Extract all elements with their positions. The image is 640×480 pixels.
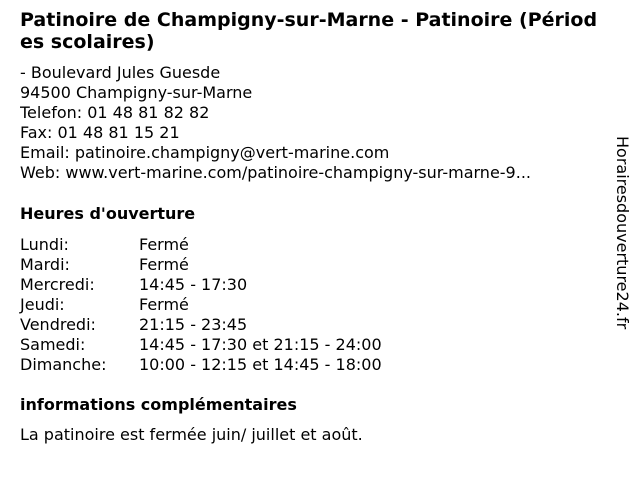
- hours-row-sunday: [20, 355, 600, 375]
- email-line: Email: patinoire.champigny@vert-marine.com: [20, 143, 390, 162]
- hours-row-friday: [20, 315, 600, 335]
- hours-row-thursday: [20, 295, 600, 315]
- hours-row-monday: [20, 235, 600, 255]
- hours-day: Vendredi:: [20, 315, 96, 334]
- hours-day: Samedi:: [20, 335, 86, 354]
- hours-row-saturday: [20, 335, 600, 355]
- phone-line: Telefon: 01 48 81 82 82: [20, 103, 210, 122]
- hours-time: Fermé: [139, 235, 189, 254]
- hours-time: Fermé: [139, 295, 189, 314]
- page-title: Patinoire de Champigny-sur-Marne - Patinoire (Périodes scolaires): [20, 9, 598, 53]
- hours-row-wednesday: [20, 275, 600, 295]
- address-block: [20, 63, 600, 183]
- hours-time: 14:45 - 17:30 et 21:15 - 24:00: [139, 335, 382, 354]
- hours-time: 14:45 - 17:30: [139, 275, 248, 294]
- hours-time: 10:00 - 12:15 et 14:45 - 18:00: [139, 355, 382, 374]
- address-city: 94500 Champigny-sur-Marne: [20, 83, 253, 102]
- hours-day: Mardi:: [20, 255, 70, 274]
- hours-day: Mercredi:: [20, 275, 95, 294]
- hours-time: 21:15 - 23:45: [139, 315, 248, 334]
- info-text: La patinoire est fermée juin/ juillet et août.: [20, 425, 363, 444]
- hours-row-tuesday: [20, 255, 600, 275]
- main-content: [20, 9, 600, 445]
- site-watermark: Horairesdouverture24.fr: [613, 136, 632, 330]
- web-line: Web: www.vert-marine.com/patinoire-champigny-sur-marne-9...: [20, 163, 531, 182]
- hours-table: [20, 235, 600, 375]
- hours-day: Jeudi:: [20, 295, 65, 314]
- info-heading: informations complémentaires: [20, 395, 297, 414]
- hours-day: Lundi:: [20, 235, 69, 254]
- fax-line: Fax: 01 48 81 15 21: [20, 123, 180, 142]
- hours-heading: Heures d'ouverture: [20, 204, 196, 223]
- hours-time: Fermé: [139, 255, 189, 274]
- address-street: - Boulevard Jules Guesde: [20, 63, 221, 82]
- hours-day: Dimanche:: [20, 355, 107, 374]
